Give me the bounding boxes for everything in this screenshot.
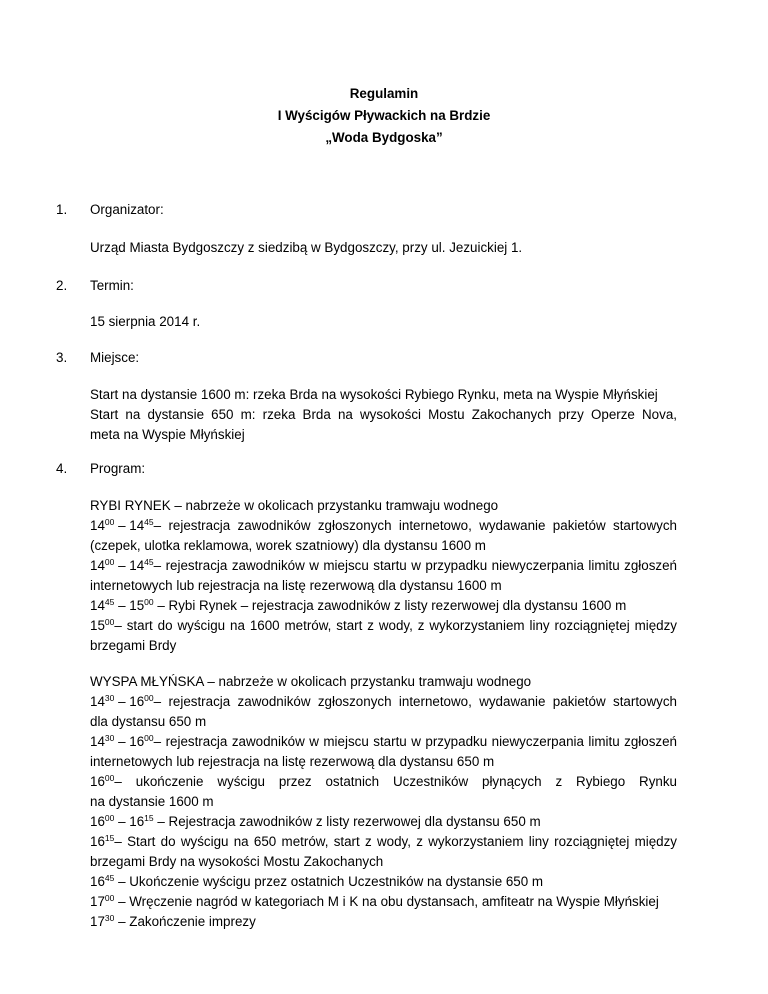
time-range: $14^{00} - 14^{45}$ [90, 517, 154, 533]
place-line-1: Start na dystansie 1600 m: rzeka Brda na wysokości Rybiego Rynku, meta na Wyspie Młyńskiej [90, 387, 658, 402]
program-item: $16^{45}$ – Ukończenie wyścigu przez ostatnich Uczestników na dystansie 650 m [90, 873, 544, 889]
program-item [90, 618, 677, 633]
program-item: $17^{00}$ – Wręczenie nagród w kategoriach M i K na obu dystansach, amfiteatr na Wyspie Młyńskiej [90, 893, 659, 909]
program-item-cont: internetowych lub rejestracja na listę rezerwową dla dystansu 1600 m [90, 578, 502, 593]
program-item [90, 774, 677, 789]
program-item-cont: na dystansie 1600 m [90, 794, 214, 809]
section-number: 3. [56, 350, 68, 365]
program-item-cont: brzegami Brdy [90, 638, 177, 653]
section-number: 4. [56, 461, 68, 476]
program-item-text: – Zakończenie imprezy [114, 914, 256, 929]
program-item-text: – rejestracja zawodników zgłoszonych internetowo, wydawanie pakietów startowych [153, 518, 677, 533]
program-item [90, 834, 677, 849]
program-item-cont: internetowych lub rejestracja na listę rezerwową dla dystansu 650 m [90, 754, 495, 769]
time: $16^{15}$ [90, 833, 115, 849]
program-item: $16^{00} - 16^{15}$ – Rejestracja zawodników z listy rezerwowej dla dystansu 650 m [90, 813, 541, 829]
time-range: $14^{30} - 16^{00}$ [90, 733, 154, 749]
place-line-2: Start na dystansie 650 m: rzeka Brda na wysokości Mostu Zakochanych przy Operze Nova, [90, 407, 677, 422]
section-heading-program: Program: [90, 461, 146, 476]
time: $16^{00}$ [90, 773, 115, 789]
time: $15^{00}$ [90, 617, 115, 633]
doc-title: Regulamin [349, 86, 419, 101]
program-item-text: – Rejestracja zawodników z listy rezerwowej dla dystansu 650 m [153, 814, 541, 829]
section-heading-place: Miejsce: [90, 350, 140, 365]
program-item-text: – rejestracja zawodników w miejscu startu w przypadku niewyczerpania limitu zgłoszeń [153, 558, 677, 573]
program-item: $17^{30}$ – Zakończenie imprezy [90, 913, 256, 929]
program-item [90, 518, 677, 533]
program-item-text: – rejestracja zawodników w miejscu startu w przypadku niewyczerpania limitu zgłoszeń [153, 734, 677, 749]
program-item-text: – Wręczenie nagród w kategoriach M i K na obu dystansach, amfiteatr na Wyspie Młyńskiej [114, 894, 659, 909]
date-text: 15 sierpnia 2014 r. [90, 314, 201, 329]
program-item-cont: dla dystansu 650 m [90, 714, 207, 729]
program-item-cont: brzegami Brdy na wysokości Mostu Zakochanych [90, 854, 384, 869]
place-line-3: meta na Wyspie Młyńskiej [90, 427, 245, 442]
program-item [90, 694, 677, 709]
time-range: $14^{00} - 14^{45}$ [90, 557, 154, 573]
organizer-text: Urząd Miasta Bydgoszczy z siedzibą w Bydgoszczy, przy ul. Jezuickiej 1. [90, 240, 523, 255]
wyspa-mlynska-header: WYSPA MŁYŃSKA – nabrzeże w okolicach przystanku tramwaju wodnego [90, 674, 532, 689]
program-item: $14^{45} - 15^{00}$ – Rybi Rynek – rejestracja zawodników z listy rezerwowej dla dystansu 1600 m [90, 597, 627, 613]
program-item [90, 558, 677, 573]
section-heading-date: Termin: [90, 278, 134, 293]
program-item-text: – rejestracja zawodników zgłoszonych internetowo, wydawanie pakietów startowych [153, 694, 677, 709]
program-item-text: – Ukończenie wyścigu przez ostatnich Uczestników na dystansie 650 m [114, 874, 544, 889]
program-item-text: – start do wyścigu na 1600 metrów, start z wody, z wykorzystaniem liny rozciągniętej między [114, 618, 677, 633]
doc-subtitle: I Wyścigów Pływackich na Brdzie [277, 108, 491, 123]
section-number: 1. [56, 202, 68, 217]
section-heading-organizer: Organizator: [90, 202, 164, 217]
program-item-text: – Start do wyścigu na 650 metrów, start z wody, z wykorzystaniem liny rozciągniętej między [114, 834, 677, 849]
section-number: 2. [56, 278, 68, 293]
time-range: $14^{30} - 16^{00}$ [90, 693, 154, 709]
program-item-text: – ukończenie wyścigu przez ostatnich Uczestników płynących z Rybiego Rynku [114, 774, 677, 789]
rybi-rynek-header: RYBI RYNEK – nabrzeże w okolicach przystanku tramwaju wodnego [90, 498, 499, 513]
doc-event-name: „Woda Bydgoska” [325, 130, 443, 145]
program-item-text: – Rybi Rynek – rejestracja zawodników z listy rezerwowej dla dystansu 1600 m [153, 598, 627, 613]
program-item [90, 734, 677, 749]
program-item-cont: (czepek, ulotka reklamowa, worek szatniowy) dla dystansu 1600 m [90, 538, 486, 553]
